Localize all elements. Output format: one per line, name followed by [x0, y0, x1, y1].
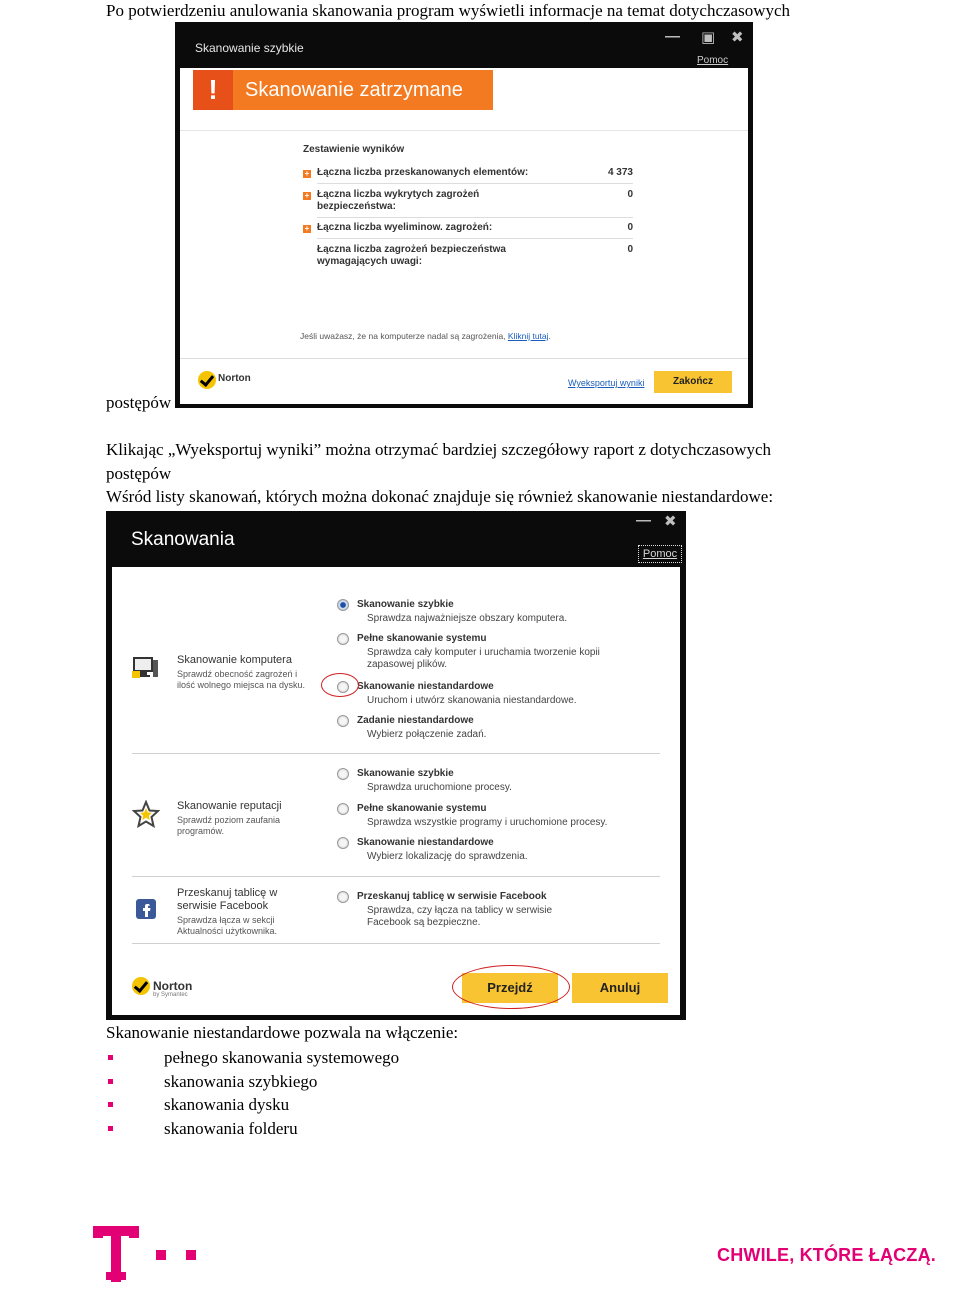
- result-value: 0: [627, 189, 633, 200]
- expand-icon[interactable]: +: [304, 169, 310, 178]
- help-link[interactable]: Pomoc: [638, 545, 682, 563]
- option-desc: Facebook są bezpieczne.: [367, 917, 481, 928]
- list-item-text: pełnego skanowania systemowego: [164, 1048, 400, 1067]
- window-client: [112, 567, 680, 1015]
- close-icon[interactable]: ✖: [731, 29, 744, 46]
- finish-button[interactable]: Zakończ: [654, 371, 732, 393]
- radio-button[interactable]: [337, 599, 349, 611]
- result-row: [303, 189, 633, 219]
- category-title: Przeskanuj tablicę w: [177, 887, 278, 899]
- telekom-logo-icon: [93, 1226, 203, 1282]
- click-here-link[interactable]: Kliknij tutaj: [507, 331, 549, 341]
- option-title: Przeskanuj tablicę w serwisie Facebook: [357, 891, 547, 902]
- result-value: 0: [627, 244, 633, 255]
- divider: [132, 753, 660, 754]
- radio-button[interactable]: [337, 633, 349, 645]
- radio-button[interactable]: [337, 837, 349, 849]
- paragraph-scan-list: Wśród listy skanowań, których można dokonać znajduje się również skanowanie niestandardowe:: [106, 487, 774, 506]
- norton-check-icon: [132, 977, 150, 995]
- norton-brand: Norton: [218, 373, 251, 384]
- highlight-circle: [321, 673, 359, 697]
- option-title: Skanowanie szybkie: [357, 599, 454, 610]
- paragraph-custom-scan: Skanowanie niestandardowe pozwala na włączenie:: [106, 1023, 459, 1042]
- category-title: serwisie Facebook: [177, 900, 269, 912]
- category-desc: Sprawdź poziom zaufania: [177, 815, 281, 825]
- divider: [317, 238, 633, 239]
- facebook-icon: [132, 895, 160, 923]
- bullet-icon: [108, 1055, 113, 1060]
- divider: [317, 217, 633, 218]
- option-title: Pełne skanowanie systemu: [357, 633, 487, 644]
- close-icon[interactable]: ✖: [664, 513, 677, 530]
- option-desc: Wybierz połączenie zadań.: [367, 729, 487, 740]
- list-item-text: skanowania szybkiego: [164, 1071, 318, 1091]
- result-value: 0: [627, 222, 633, 233]
- paragraph-export-tail: postępów: [106, 464, 172, 483]
- radio-button[interactable]: [337, 715, 349, 727]
- help-link[interactable]: Pomoc: [697, 55, 729, 66]
- bullet-icon: [108, 1079, 113, 1084]
- status-banner: [193, 70, 493, 110]
- option-title: Pełne skanowanie systemu: [357, 803, 487, 814]
- window-client: [180, 68, 748, 404]
- category-desc: ilość wolnego miejsca na dysku.: [177, 680, 306, 690]
- scans-window: [106, 511, 686, 1020]
- option-desc: Wybierz lokalizację do sprawdzenia.: [367, 851, 528, 862]
- norton-brand: Norton: [153, 979, 193, 993]
- minimize-icon[interactable]: —: [665, 28, 680, 45]
- divider: [317, 183, 633, 184]
- radio-button[interactable]: [337, 803, 349, 815]
- result-label: bezpieczeństwa:: [317, 201, 396, 212]
- result-value: 4 373: [607, 167, 633, 178]
- result-label: Łączna liczba zagrożeń bezpieczeństwa: [317, 244, 506, 255]
- radio-button[interactable]: [337, 768, 349, 780]
- option-desc: Sprawdza wszystkie programy i uruchomione procesy.: [367, 817, 608, 828]
- warning-icon: !: [193, 70, 233, 110]
- result-label: Łączna liczba wyeliminow. zagrożeń:: [317, 222, 493, 233]
- category-desc: programów.: [177, 826, 225, 836]
- category-desc: Sprawdza łącza w sekcji: [177, 915, 275, 925]
- option-title: Skanowanie niestandardowe: [357, 681, 494, 692]
- category-title: Skanowanie komputera: [177, 654, 292, 666]
- divider: [132, 876, 660, 877]
- divider: [180, 130, 748, 131]
- paragraph-intro: Po potwierdzeniu anulowania skanowania program wyświetli informacje na temat dotychczasowych: [106, 1, 791, 20]
- option-title: Zadanie niestandardowe: [357, 715, 474, 726]
- option-desc: Sprawdza cały komputer i uruchamia tworzenie kopii: [367, 647, 600, 658]
- list-item-text: skanowania dysku: [164, 1095, 290, 1114]
- result-row: [303, 244, 633, 274]
- hint-text: Jeśli uważasz, że na komputerze nadal są zagrożenia, Kliknij tutaj.: [300, 331, 551, 341]
- option-desc: Sprawdza uruchomione procesy.: [367, 782, 512, 793]
- option-desc: Sprawdza najważniejsze obszary komputera.: [367, 613, 568, 624]
- banner-title: Skanowanie zatrzymane: [245, 79, 463, 101]
- norton-tagline: by Symantec: [153, 992, 188, 998]
- bullet-icon: [108, 1126, 113, 1131]
- computer-icon: [132, 654, 160, 682]
- star-icon: [132, 800, 160, 828]
- option-title: Skanowanie szybkie: [357, 768, 454, 779]
- hint-label: Jeśli uważasz, że na komputerze nadal są zagrożenia,: [300, 331, 506, 341]
- option-desc: zapasowej plików.: [367, 659, 448, 670]
- slogan: CHWILE, KTÓRE ŁĄCZĄ.: [717, 1245, 936, 1265]
- go-button[interactable]: Przejdź: [462, 973, 558, 1003]
- cancel-button[interactable]: Anuluj: [572, 973, 668, 1003]
- option-title: Skanowanie niestandardowe: [357, 837, 494, 848]
- window-title: Skanowania: [131, 529, 235, 550]
- paragraph-intro-tail: postępów: [106, 393, 172, 412]
- norton-check-icon: [198, 371, 216, 389]
- category-desc: Aktualności użytkownika.: [177, 926, 278, 936]
- option-desc: Uruchom i utwórz skanowania niestandardowe.: [367, 695, 577, 706]
- summary-heading: Zestawienie wyników: [303, 144, 405, 155]
- category-desc: Sprawdź obecność zagrożeń i: [177, 669, 298, 679]
- export-results-link[interactable]: Wyeksportuj wyniki: [568, 378, 645, 388]
- result-row: [303, 222, 633, 244]
- highlight-circle: [452, 965, 570, 1009]
- option-desc: Sprawdza, czy łącza na tablicy w serwisie: [367, 905, 553, 916]
- result-label: wymagających uwagi:: [317, 256, 423, 267]
- category-title: Skanowanie reputacji: [177, 800, 282, 812]
- window-title: Skanowanie szybkie: [195, 41, 304, 55]
- expand-icon[interactable]: +: [304, 191, 310, 200]
- radio-button[interactable]: [337, 891, 349, 903]
- bullet-icon: [108, 1102, 113, 1107]
- divider: [132, 943, 660, 944]
- result-label: Łączna liczba przeskanowanych elementów:: [317, 167, 529, 178]
- divider: [180, 358, 748, 359]
- maximize-icon[interactable]: ▣: [701, 29, 716, 46]
- minimize-icon[interactable]: —: [636, 512, 651, 529]
- list-item-text: skanowania folderu: [164, 1118, 298, 1138]
- result-label: Łączna liczba wykrytych zagrożeń: [317, 189, 480, 200]
- scan-stopped-window: [175, 22, 753, 408]
- result-row: [303, 167, 633, 189]
- paragraph-export: Klikając „Wyeksportuj wyniki” można otrzymać bardziej szczegółowy raport z dotychczasowych: [106, 440, 772, 459]
- expand-icon[interactable]: +: [304, 224, 310, 233]
